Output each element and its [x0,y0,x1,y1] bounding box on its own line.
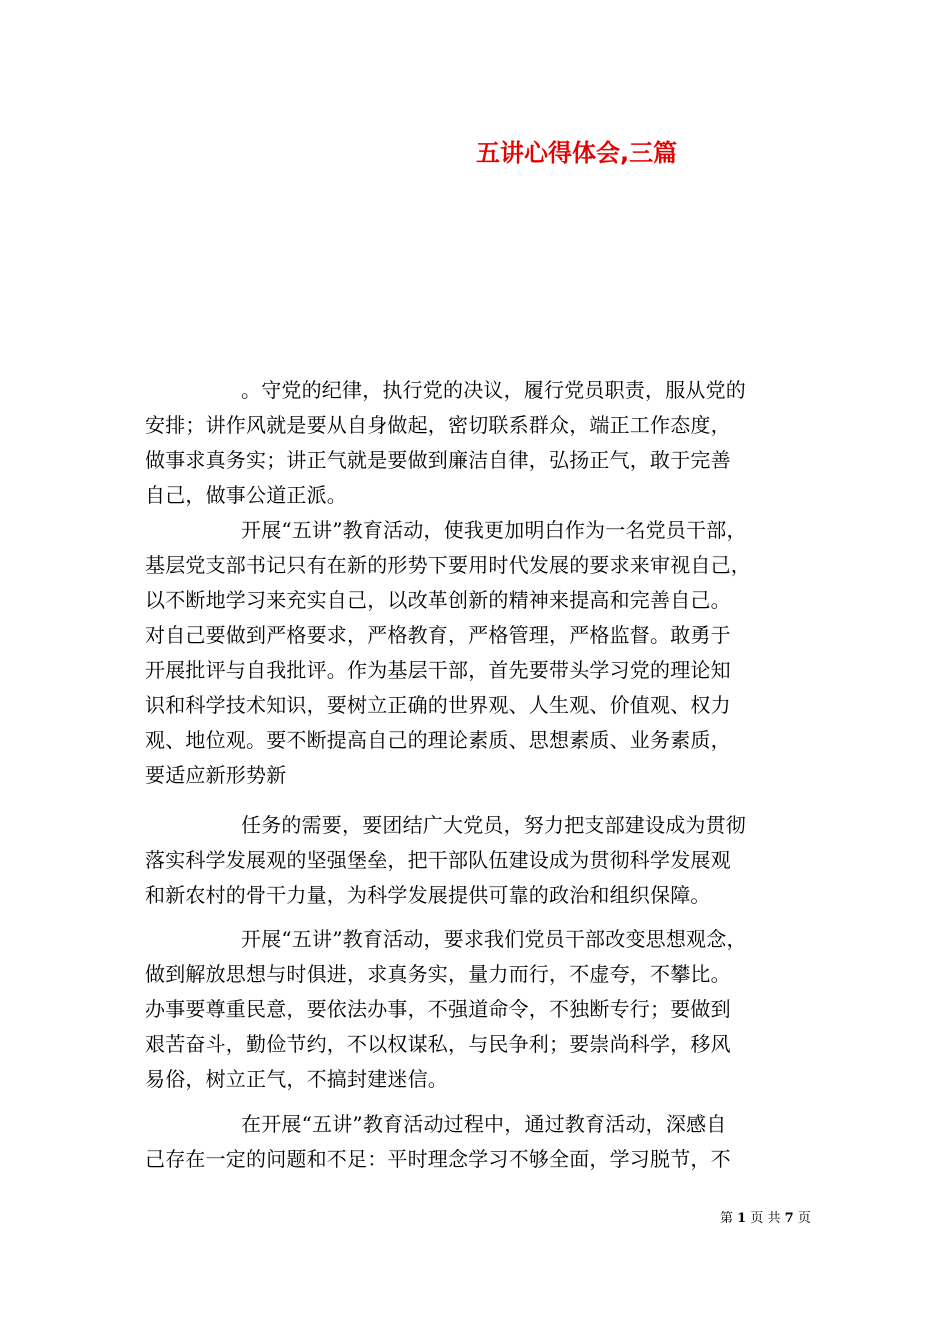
body-line: 自己，做事公道正派。 [145,483,347,507]
footer-total-pages: 7 [784,1211,794,1226]
footer-suffix: 页 [797,1211,811,1226]
body-line: 。守党的纪律，执行党的决议，履行党员职责，服从党的 [241,378,746,402]
body-line: 识和科学技术知识，要树立正确的世界观、人生观、价值观、权力 [145,693,731,717]
body-line: 艰苦奋斗，勤俭节约，不以权谋私，与民争利；要崇尚科学，移风 [145,1032,731,1056]
body-line: 易俗，树立正气，不搞封建迷信。 [145,1067,448,1091]
body-line: 观、地位观。要不断提高自己的理论素质、思想素质、业务素质， [145,728,731,752]
document-title: 五讲心得体会,三篇 [476,139,678,167]
body-line: 己存在一定的问题和不足：平时理念学习不够全面，学习脱节，不 [145,1147,731,1171]
body-line: 在开展“五讲”教育活动过程中，通过教育活动，深感自 [241,1112,727,1136]
body-line: 开展“五讲”教育活动，要求我们党员干部改变思想观念， [241,927,747,951]
body-line: 做到解放思想与时俱进，求真务实，量力而行，不虚夸，不攀比。 [145,962,731,986]
body-line: 基层党支部书记只有在新的形势下要用时代发展的要求来审视自己， [145,553,751,577]
body-line: 做事求真务实；讲正气就是要做到廉洁自律，弘扬正气，敢于完善 [145,448,731,472]
body-line: 开展“五讲”教育活动，使我更加明白作为一名党员干部， [241,518,747,542]
body-line: 落实科学发展观的坚强堡垒，把干部队伍建设成为贯彻科学发展观 [145,848,731,872]
body-line: 以不断地学习来充实自己，以改革创新的精神来提高和完善自己。 [145,588,731,612]
footer-page-number: 1 [737,1211,747,1226]
body-line: 对自己要做到严格要求，严格教育，严格管理，严格监督。敢勇于 [145,623,731,647]
body-line: 和新农村的骨干力量，为科学发展提供可靠的政治和组织保障。 [145,883,711,907]
body-line: 要适应新形势新 [145,763,287,787]
page-footer [720,1207,811,1226]
body-line: 开展批评与自我批评。作为基层干部，首先要带头学习党的理论知 [145,658,731,682]
body-line: 办事要尊重民意，要依法办事，不强道命令，不独断专行；要做到 [145,997,731,1021]
footer-prefix: 第 [720,1211,734,1226]
body-line: 安排；讲作风就是要从自身做起，密切联系群众，端正工作态度， [145,413,731,437]
body-line: 任务的需要，要团结广大党员，努力把支部建设成为贯彻 [241,813,746,837]
footer-middle: 页 共 [750,1211,781,1226]
